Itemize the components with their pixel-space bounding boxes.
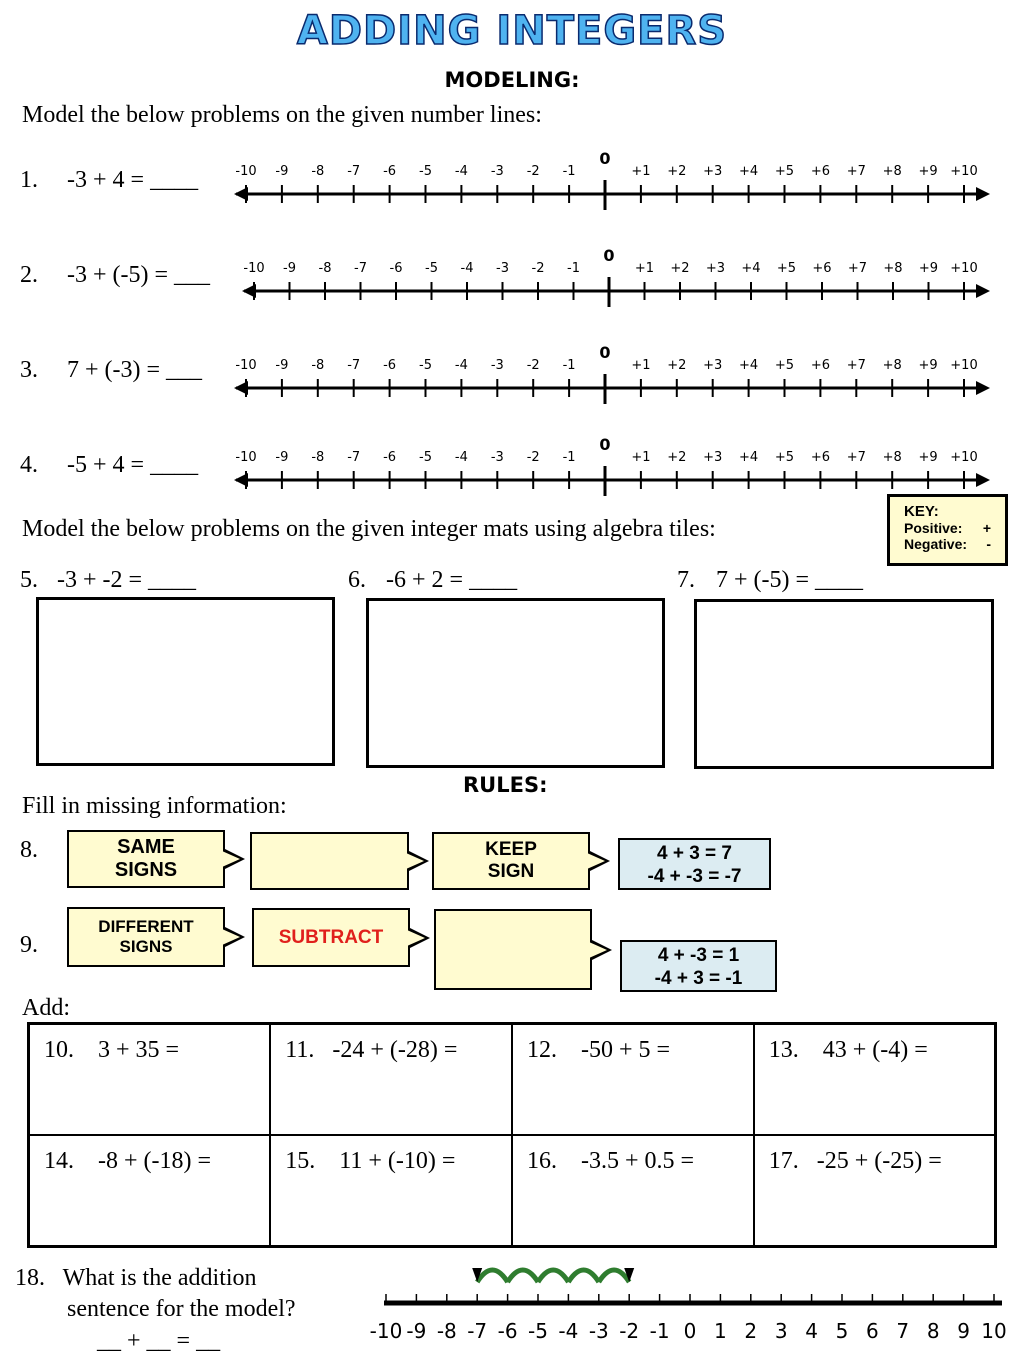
tick-label: +1 (634, 261, 655, 276)
tick-label: +3 (705, 261, 726, 276)
tick-label: +8 (883, 261, 903, 276)
tick-label: -1 (562, 358, 576, 373)
rule-9-example-line-2: -4 + 3 = -1 (654, 968, 743, 989)
tick-label: -5 (528, 1319, 548, 1343)
tick-label: 0 (603, 246, 615, 265)
tick-label: +10 (950, 358, 978, 373)
tick-label: +6 (810, 164, 830, 179)
tick-label: -5 (425, 261, 438, 276)
tick-label: -5 (419, 358, 432, 373)
tick-label: +2 (667, 164, 687, 179)
tick-label: -6 (383, 164, 397, 179)
rule-9-condition-text: DIFFERENT SIGNS (98, 917, 194, 956)
tick-label: -2 (531, 261, 545, 276)
table-row (29, 1024, 996, 1136)
tick-label: -8 (436, 1319, 457, 1343)
tick-label: +7 (846, 450, 866, 465)
rule-8-condition-box (67, 830, 225, 888)
tick-label: 0 (599, 343, 611, 362)
tick-label: +9 (918, 164, 938, 179)
rule-8-action-arrow (588, 850, 610, 872)
tick-label: -10 (370, 1319, 403, 1343)
model-hop-arcs (477, 1270, 629, 1282)
rule-9-action-text: SUBTRACT (278, 926, 384, 948)
number-line-instruction: Model the below problems on the given number lines: (22, 102, 542, 128)
tick-label: -3 (490, 358, 504, 373)
problem-5-text[interactable]: -3 + -2 = ____ (57, 567, 197, 593)
tick-label: -6 (383, 358, 397, 373)
model-number-line (370, 1258, 1010, 1358)
tick-label: +5 (774, 164, 795, 179)
tick-label: +6 (812, 261, 832, 276)
tick-label: +5 (774, 450, 795, 465)
tick-label: -7 (347, 164, 361, 179)
tick-label: -3 (490, 164, 504, 179)
rule-9-number: 9. (20, 932, 38, 958)
tick-label: -2 (619, 1319, 640, 1343)
tick-label: -7 (347, 450, 361, 465)
tick-label: +5 (774, 358, 795, 373)
arrow-right-icon (976, 381, 990, 395)
rule-8-action-box (432, 832, 590, 890)
tick-label: -1 (562, 450, 576, 465)
tick-label: -8 (311, 164, 325, 179)
tick-label: -7 (354, 261, 367, 276)
rule-9-example-line-1: 4 + -3 = 1 (657, 945, 740, 966)
tick-label: 5 (835, 1319, 849, 1343)
rule-9-condition-arrow (223, 926, 245, 948)
tick-label: -3 (496, 261, 509, 276)
rule-8-condition-text: SAME SIGNS (114, 836, 178, 881)
rule-8-number: 8. (20, 837, 38, 863)
tick-label: 2 (744, 1319, 758, 1343)
rule-9-example-box (620, 940, 777, 992)
rule-8-blank-box[interactable] (250, 832, 409, 890)
tick-label: -8 (311, 358, 325, 373)
tick-label: -10 (243, 261, 265, 276)
tick-label: +10 (950, 164, 978, 179)
tick-label: -4 (454, 450, 468, 465)
tick-label: +6 (810, 450, 830, 465)
tick-label: -5 (419, 450, 432, 465)
add-problem-11[interactable]: 11. -24 + (-28) = (270, 1024, 512, 1136)
number-line-1[interactable] (232, 148, 992, 212)
tick-label: +9 (918, 358, 938, 373)
tick-label: +9 (918, 261, 939, 276)
tick-label: -1 (649, 1319, 670, 1343)
tick-label: -2 (526, 164, 540, 179)
tick-label: -7 (467, 1319, 488, 1343)
tick-label: +5 (776, 261, 797, 276)
tick-label: +8 (882, 164, 902, 179)
key-positive-label: Positive: (904, 520, 963, 536)
tick-label: +4 (739, 358, 759, 373)
tick-label: 6 (866, 1319, 879, 1343)
rule-8-action-text: KEEP SIGN (485, 839, 537, 882)
tick-label: -8 (311, 450, 325, 465)
key-positive-row (904, 520, 1005, 536)
add-heading: Add: (22, 995, 70, 1021)
tick-label: +3 (703, 164, 723, 179)
number-line-4[interactable] (232, 434, 992, 498)
problem-6-text[interactable]: -6 + 2 = ____ (386, 567, 518, 593)
tick-label: +10 (950, 450, 978, 465)
problem-2-text[interactable]: -3 + (-5) = ___ (67, 262, 211, 288)
integer-mat-7[interactable] (694, 599, 994, 769)
tick-label: -9 (275, 164, 289, 179)
rule-8-example-box (618, 838, 771, 890)
tick-label: -2 (526, 450, 540, 465)
tick-label: 3 (774, 1319, 788, 1343)
tick-label: 9 (957, 1319, 970, 1343)
rules-instruction: Fill in missing information: (22, 793, 287, 819)
rule-8-example-line-2: -4 + -3 = -7 (647, 866, 742, 887)
tick-label: -10 (235, 164, 257, 179)
problem-5-number: 5. (20, 567, 38, 593)
tick-label: +2 (667, 358, 687, 373)
tick-label: -2 (526, 358, 540, 373)
tick-label: +7 (847, 261, 868, 276)
tick-label: 0 (683, 1319, 697, 1343)
tick-label: -8 (318, 261, 332, 276)
rule-9-blank-arrow (590, 939, 612, 961)
tick-label: -6 (389, 261, 403, 276)
tick-label: +2 (670, 261, 690, 276)
q18-line-2: sentence for the model? (67, 1296, 296, 1322)
add-problem-15[interactable]: 15. 11 + (-10) = (270, 1135, 512, 1247)
tick-label: 7 (896, 1319, 910, 1343)
number-line-2[interactable] (240, 245, 992, 309)
rule-9-condition-box (67, 907, 225, 967)
tick-label: -9 (283, 261, 296, 276)
key-title: KEY: (904, 503, 939, 520)
tick-label: 0 (599, 149, 611, 168)
tick-label: -4 (454, 358, 468, 373)
add-problem-13[interactable]: 13. 43 + (-4) = (754, 1024, 996, 1136)
tick-label: +7 (846, 358, 866, 373)
key-negative-label: Negative: (904, 536, 968, 552)
tick-label: -9 (275, 450, 289, 465)
problem-1-text[interactable]: -3 + 4 = ____ (67, 167, 199, 193)
problem-7-number: 7. (677, 567, 695, 593)
rule-8-condition-arrow (223, 848, 245, 870)
tick-label: +7 (846, 164, 866, 179)
tick-label: +8 (882, 450, 902, 465)
tick-label: +2 (667, 450, 687, 465)
rule-8-blank-arrow (407, 850, 429, 872)
integer-mat-6[interactable] (366, 598, 665, 768)
add-problem-14[interactable]: 14. -8 + (-18) = (29, 1135, 271, 1247)
add-problem-10[interactable]: 10. 3 + 35 = (29, 1024, 271, 1136)
tick-label: +1 (631, 164, 651, 179)
problem-1-number: 1. (20, 167, 38, 193)
tick-label: +4 (739, 450, 759, 465)
page-title: ADDING INTEGERS (296, 8, 728, 54)
modeling-heading: MODELING: (444, 68, 580, 92)
tick-label: -3 (490, 450, 504, 465)
key-box (887, 494, 1008, 566)
rules-heading: RULES: (463, 773, 548, 797)
tick-label: -6 (497, 1319, 518, 1343)
add-problem-17[interactable]: 17. -25 + (-25) = (754, 1135, 996, 1247)
tick-label: -6 (383, 450, 397, 465)
tick-label: -10 (235, 358, 257, 373)
key-negative-row (904, 536, 1005, 552)
tick-label: -3 (588, 1319, 609, 1343)
rule-9-blank-box[interactable] (434, 909, 592, 990)
arrow-right-icon (976, 187, 990, 201)
q18-answer-blank[interactable]: __ + __ = __ (97, 1328, 221, 1354)
problem-4-text[interactable]: -5 + 4 = ____ (67, 452, 199, 478)
tick-label: 8 (926, 1319, 940, 1343)
tick-label: -5 (419, 164, 432, 179)
arrow-right-icon (976, 473, 990, 487)
add-problem-12[interactable]: 12. -50 + 5 = (512, 1024, 754, 1136)
tick-label: -9 (406, 1319, 427, 1343)
key-negative-symbol: - (986, 536, 991, 552)
tick-label: +4 (741, 261, 761, 276)
tick-label: 4 (805, 1319, 818, 1343)
rule-9-action-arrow (408, 927, 430, 949)
mat-instruction: Model the below problems on the given integer mats using algebra tiles: (22, 516, 716, 542)
tick-label: -1 (567, 261, 580, 276)
problem-3-text[interactable]: 7 + (-3) = ___ (67, 357, 203, 383)
problem-4-number: 4. (20, 452, 38, 478)
tick-label: 10 (981, 1319, 1007, 1343)
key-positive-symbol: + (982, 520, 991, 536)
rule-8-example-line-1: 4 + 3 = 7 (656, 843, 732, 864)
problem-6-number: 6. (348, 567, 366, 593)
tick-label: -4 (454, 164, 468, 179)
integer-mat-5[interactable] (36, 597, 335, 766)
tick-label: -9 (275, 358, 289, 373)
tick-label: +1 (631, 358, 651, 373)
tick-label: +1 (631, 450, 651, 465)
tick-label: -1 (562, 164, 576, 179)
tick-label: -7 (347, 358, 361, 373)
tick-label: -10 (235, 450, 257, 465)
problem-3-number: 3. (20, 357, 38, 383)
tick-label: +3 (703, 450, 723, 465)
tick-label: +4 (739, 164, 759, 179)
add-problems-table (27, 1022, 997, 1248)
tick-label: 1 (714, 1319, 727, 1343)
add-problem-16[interactable]: 16. -3.5 + 0.5 = (512, 1135, 754, 1247)
tick-label: 0 (599, 435, 611, 454)
tick-label: +9 (918, 450, 938, 465)
table-row (29, 1135, 996, 1247)
number-line-3[interactable] (232, 342, 992, 406)
problem-2-number: 2. (20, 262, 38, 288)
tick-label: -4 (460, 261, 474, 276)
rule-9-action-box (252, 908, 410, 967)
arrow-right-icon (976, 284, 990, 298)
tick-label: +6 (810, 358, 830, 373)
tick-label: +8 (882, 358, 902, 373)
q18-line-1: 18. What is the addition (15, 1265, 257, 1291)
problem-7-text[interactable]: 7 + (-5) = ____ (716, 567, 864, 593)
tick-label: +3 (703, 358, 723, 373)
tick-label: -4 (558, 1319, 579, 1343)
tick-label: +10 (950, 261, 978, 276)
